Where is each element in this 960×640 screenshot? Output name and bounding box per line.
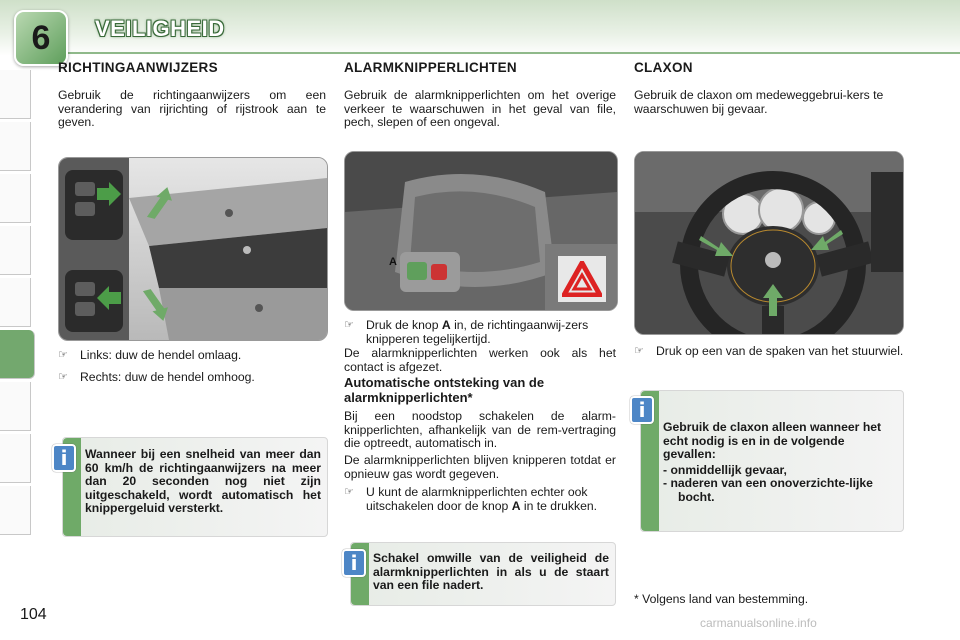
pointing-hand-icon: ☞ (634, 345, 644, 357)
info-text: Gebruik de claxon alleen wanneer het echt nodig is en in de volgende gevallen: - onmiddellijk gevaar, - naderen van een onoverzichte-lijke bocht. (663, 420, 882, 504)
chapter-side-tabs (0, 70, 32, 570)
auto-paragraph-1: Bij een noodstop schakelen de alarm-knipperlichten, afhankelijk van de rem-vertraging die optreedt, automatisch in. (344, 409, 616, 450)
section-richtingaanwijzers (58, 60, 326, 130)
section-heading: CLAXON (634, 60, 693, 75)
side-tab[interactable] (0, 122, 31, 171)
footnote: * Volgens land van bestemming. (634, 592, 809, 606)
side-tab[interactable] (0, 486, 31, 535)
bullet-press-spoke: ☞ Druk op een van de spaken van het stuurwiel. (634, 344, 904, 358)
chapter-title: VEILIGHEID (95, 16, 225, 41)
section-heading: ALARMKNIPPERLICHTEN (344, 60, 517, 75)
pointing-hand-icon: ☞ (58, 371, 68, 383)
steering-wheel-photo (634, 151, 904, 335)
section-intro: Gebruik de claxon om medeweggebrui-kers te waarschuwen bij gevaar. (634, 88, 884, 116)
pointing-hand-icon: ☞ (344, 486, 354, 498)
pointing-hand-icon: ☞ (344, 319, 354, 331)
side-tab-active[interactable] (0, 330, 35, 379)
subheading-automatic: Automatische ontsteking van de alarmknipperlichten* (344, 375, 545, 405)
side-tab[interactable] (0, 278, 31, 327)
turn-signal-stalk-photo (58, 157, 328, 341)
side-tab[interactable] (0, 174, 31, 223)
bullet-right: ☞ Rechts: duw de hendel omhoog. (58, 370, 255, 384)
info-text: Schakel omwille van de veiligheid de alarmknipperlichten in als u de staart van een file nadert. (373, 551, 609, 592)
hazard-inset (558, 256, 606, 302)
bullet-press-a: ☞ Druk de knop A in, de richtingaanwij-zers knipperen tegelijkertijd. (344, 318, 589, 346)
info-icon: i (630, 396, 654, 424)
page-number: 104 (20, 606, 47, 623)
header-divider (40, 52, 960, 54)
info-icon: i (52, 444, 76, 472)
side-tab[interactable] (0, 382, 31, 431)
info-box-claxon (640, 390, 904, 532)
auto-paragraph-2: De alarmknipperlichten blijven knipperen totdat er opnieuw gas wordt gegeven. (344, 453, 616, 481)
bullet-switch-off: ☞ U kunt de alarmknipperlichten echter ook uitschakelen door de knop A in te drukken. (344, 485, 598, 513)
bullet-left: ☞ Links: duw de hendel omlaag. (58, 348, 242, 362)
section-claxon (634, 60, 904, 116)
side-tab[interactable] (0, 434, 31, 483)
side-tab[interactable] (0, 70, 31, 119)
chapter-badge: 6 (14, 10, 68, 66)
section-intro: Gebruik de alarmknipperlichten om het overige verkeer te waarschuwen in het geval van file, pech, slepen of een ongeval. (344, 88, 616, 129)
info-box-hazard (350, 542, 616, 606)
pointing-hand-icon: ☞ (58, 349, 68, 361)
info-icon: i (342, 549, 366, 577)
info-box-turn-signal (62, 437, 328, 537)
section-intro: Gebruik de richtingaanwijzers om een verandering van rijrichting of rijstrook aan te geven. (58, 88, 326, 129)
section-heading: RICHTINGAANWIJZERS (58, 60, 218, 75)
side-tab[interactable] (0, 226, 31, 275)
info-text: Wanneer bij een snelheid van meer dan 60 km/h de richtingaanwijzers na meer dan 20 seconden nog niet zijn uitgeschakeld, wordt automatisch het knippergeluid versterkt. (85, 447, 321, 515)
hazard-triangle-icon (562, 261, 602, 297)
note-contact: De alarmknipperlichten werken ook als het contact is afgezet. (344, 346, 616, 374)
hazard-button-photo (344, 151, 618, 311)
photo-label-a: A (389, 256, 397, 268)
section-alarmknipperlichten (344, 60, 616, 130)
footer-watermark: carmanualsonline.info (700, 616, 817, 630)
